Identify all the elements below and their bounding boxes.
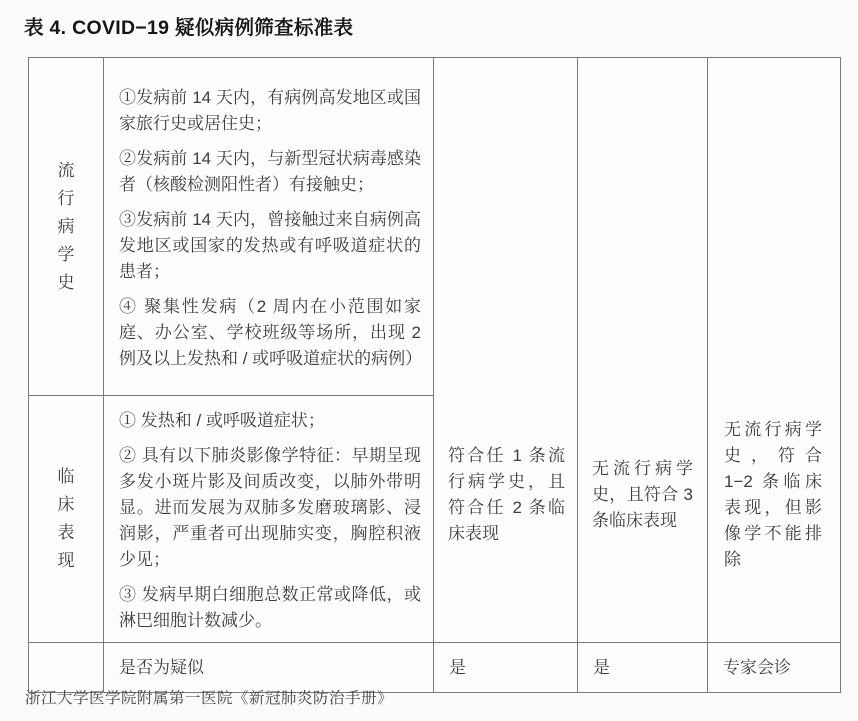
epidemiology-row-label: 流行病学史 — [57, 160, 75, 292]
clinical-item-3: ③ 发病早期白细胞总数正常或降低，或淋巴细胞计数减少。 — [119, 585, 421, 630]
epidemiology-item-1: ①发病前 14 天内，有病例高发地区或国家旅行史或居住史； — [119, 88, 421, 133]
table-row-epidemiology — [29, 58, 841, 396]
clinical-row-label: 临床表现 — [57, 467, 75, 570]
verdict-column-3: 专家会诊 — [708, 643, 841, 693]
epidemiology-item-3: ③发病前 14 天内，曾接触过来自病例高发地区或国家的发热或有呼吸道症状的患者； — [119, 210, 421, 281]
criteria-column-2: 无流行病学史，且符合 3 条临床表现 — [578, 58, 708, 643]
source-attribution: 浙江大学医学院附属第一医院《新冠肺炎防治手册》 — [25, 690, 394, 707]
epidemiology-item-4: ④ 聚集性发病（2 周内在小范围如家庭、办公室、学校班级等场所，出现 2 例及以上发热和 / 或呼吸道症状的病例） — [119, 297, 423, 368]
suspected-question-cell: 是否为疑似 — [104, 643, 434, 693]
clinical-item-2: ② 具有以下肺炎影像学特征：早期呈现多发小斑片影及间质改变，以肺外带明显。进而发展为双肺多发磨玻璃影、浸润影，严重者可出现肺实变，胸腔积液少见； — [119, 446, 421, 569]
clinical-item-1: ① 发热和 / 或呼吸道症状； — [119, 411, 325, 430]
criteria-column-3: 无流行病学史，符合 1−2 条临床表现，但影像学不能排除 — [708, 58, 841, 643]
verdict-column-2: 是 — [578, 643, 708, 693]
clinical-items-cell — [104, 396, 434, 643]
clinical-row-header — [29, 396, 104, 643]
epidemiology-item-2: ②发病前 14 天内，与新型冠状病毒感染者（核酸检测阳性者）有接触史； — [119, 149, 421, 194]
table-row-verdict — [29, 643, 841, 693]
epidemiology-row-header — [29, 58, 104, 396]
page-title: 表 4. COVID−19 疑似病例筛查标准表 — [24, 17, 354, 39]
criteria-column-1: 符合任 1 条流行病学史，且符合任 2 条临床表现 — [434, 58, 578, 643]
epidemiology-items-cell — [104, 58, 434, 396]
verdict-row-empty-cell — [29, 643, 104, 693]
verdict-column-1: 是 — [434, 643, 578, 693]
screening-criteria-table — [28, 57, 841, 693]
